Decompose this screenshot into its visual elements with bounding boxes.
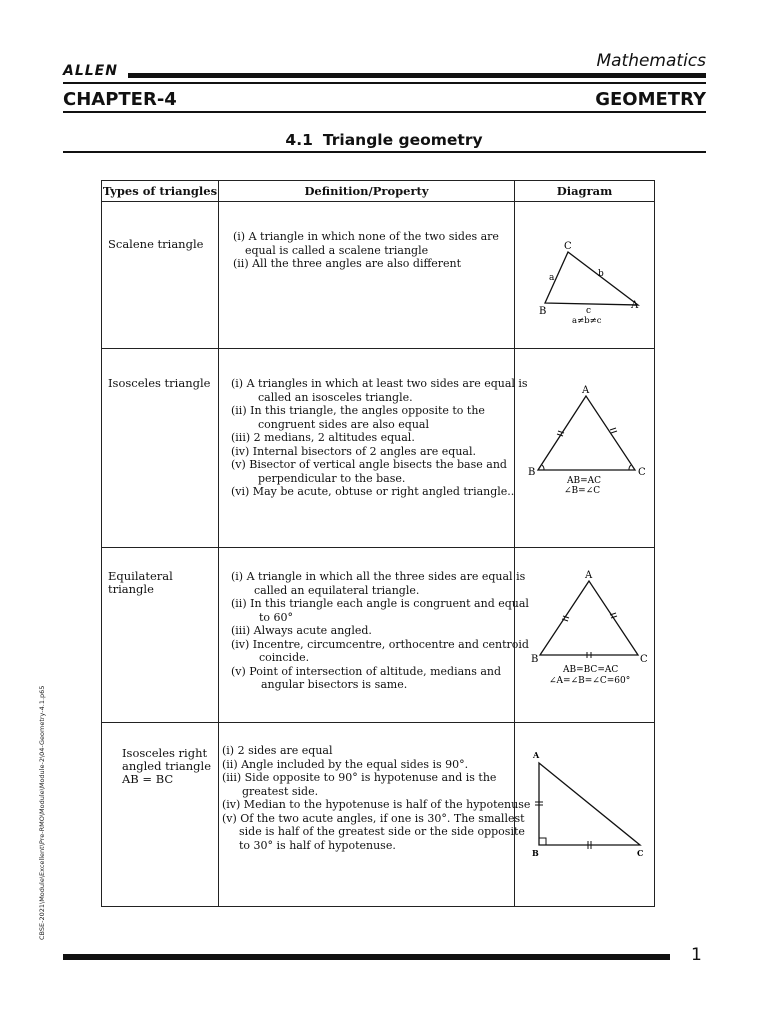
diagram-cell xyxy=(515,723,655,907)
type-line: Isosceles triangle xyxy=(108,376,211,390)
property-cell xyxy=(219,349,528,548)
side-label: b xyxy=(598,269,604,279)
vertex-label: A xyxy=(582,385,590,396)
property-line: (iii) Side opposite to 90° is hypotenuse and is the xyxy=(222,771,497,784)
table-row xyxy=(102,548,655,723)
vertex-label: B xyxy=(531,654,539,665)
chapter-rule xyxy=(63,111,706,113)
property-line: coincide. xyxy=(259,651,310,664)
table-header-row xyxy=(102,181,655,202)
vertex-label: B xyxy=(532,848,539,858)
isosceles-triangle-diagram xyxy=(515,349,655,547)
type-line: AB = BC xyxy=(122,772,174,786)
property-line: (ii) In this triangle each angle is congruent and equal xyxy=(231,597,529,610)
type-line: Isosceles right xyxy=(122,746,208,760)
diagram-cell xyxy=(515,202,655,349)
section-heading xyxy=(0,131,768,149)
diagram-caption: ∠B=∠C xyxy=(564,486,601,496)
property-list xyxy=(222,744,530,852)
right-isosceles-triangle-diagram xyxy=(515,723,655,906)
equilateral-triangle-diagram xyxy=(515,548,655,722)
property-line: congruent sides are also equal xyxy=(258,417,429,431)
type-cell xyxy=(102,349,219,548)
property-line: equal is called a scalene triangle xyxy=(245,243,429,257)
page-number: 1 xyxy=(691,945,702,965)
column-header-types: Types of triangles xyxy=(102,181,219,202)
vertex-label: C xyxy=(637,848,644,858)
diagram-cell xyxy=(515,548,655,723)
diagram-caption: ∠A=∠B=∠C=60° xyxy=(549,676,631,686)
property-line: (iii) Always acute angled. xyxy=(231,624,372,637)
type-line: Equilateral triangle xyxy=(108,569,173,596)
property-line: (ii) Angle included by the equal sides is 90°. xyxy=(222,757,469,771)
property-line: called an equilateral triangle. xyxy=(254,583,420,597)
property-line: (v) Bisector of vertical angle bisects the base and xyxy=(231,458,507,471)
vertex-label: A xyxy=(631,300,639,311)
property-cell xyxy=(219,548,529,723)
property-line: to 30° is half of hypotenuse. xyxy=(239,838,396,852)
triangle-types-table xyxy=(101,180,655,907)
vertex-label: A xyxy=(585,570,593,581)
subject-title: Mathematics xyxy=(596,51,706,71)
property-line: angular bisectors is same. xyxy=(261,678,408,691)
diagram-caption: a≠b≠c xyxy=(572,316,602,326)
table-row xyxy=(102,723,655,907)
property-line: (v) Point of intersection of altitude, medians and xyxy=(231,664,502,678)
triangle-type-name xyxy=(108,238,203,251)
property-line: called an isosceles triangle. xyxy=(258,390,413,404)
table-row xyxy=(102,349,655,548)
topic-label: GEOMETRY xyxy=(595,89,706,110)
type-cell xyxy=(102,723,219,907)
type-line: Scalene triangle xyxy=(108,237,204,251)
property-line: (i) A triangles in which at least two sides are equal is xyxy=(231,377,528,390)
column-header-diagram: Diagram xyxy=(515,181,655,202)
triangle-type-name xyxy=(122,747,211,786)
diagram-cell xyxy=(515,349,655,548)
property-line: (iv) Median to the hypotenuse is half of the hypotenuse xyxy=(222,798,531,811)
property-line: (iii) 2 medians, 2 altitudes equal. xyxy=(231,431,415,444)
vertex-label: C xyxy=(640,654,648,665)
vertex-label: A xyxy=(533,750,540,760)
property-line: (vi) May be acute, obtuse or right angled triangle.. xyxy=(231,485,515,498)
diagram-caption: AB=AC xyxy=(567,476,602,486)
type-cell xyxy=(102,548,219,723)
property-list xyxy=(231,570,529,692)
property-line: (ii) All the three angles are also different xyxy=(233,257,462,270)
property-line: greatest side. xyxy=(242,784,319,798)
section-number: 4.1 xyxy=(285,131,313,149)
file-path-note: CBSE-2021\Module\Excellent\Pre-RMO\Module\Module-2\04-Geometry-4.1.p65 xyxy=(38,685,46,940)
section-rule xyxy=(63,151,706,153)
triangle-type-name xyxy=(108,377,210,390)
section-title: Triangle geometry xyxy=(322,131,483,149)
chapter-label: CHAPTER-4 xyxy=(63,89,177,110)
property-line: (iv) Internal bisectors of 2 angles are equal. xyxy=(231,444,476,458)
property-line: (iv) Incentre, circumcentre, orthocentre and centroid xyxy=(231,637,529,651)
header-rule-thick xyxy=(128,73,706,78)
property-list xyxy=(231,377,528,499)
property-line: perpendicular to the base. xyxy=(258,471,406,485)
property-line: (v) Of the two acute angles, if one is 30°. The smallest xyxy=(222,811,525,825)
side-label: c xyxy=(586,306,592,316)
property-line: (ii) In this triangle, the angles opposite to the xyxy=(231,404,485,417)
vertex-label: B xyxy=(539,306,547,317)
header-rule-thin xyxy=(63,82,706,84)
vertex-label: B xyxy=(528,467,536,478)
triangle-type-name xyxy=(108,570,218,596)
column-header-definition: Definition/Property xyxy=(219,181,515,202)
type-cell xyxy=(102,202,219,349)
property-line: to 60° xyxy=(259,610,294,624)
property-line: (i) A triangle in which none of the two sides are xyxy=(233,230,499,243)
property-line: (i) 2 sides are equal xyxy=(222,744,333,757)
property-line: side is half of the greatest side or the side opposite xyxy=(239,825,525,838)
diagram-caption: AB=BC=AC xyxy=(563,665,619,675)
vertex-label: C xyxy=(564,241,572,252)
table-row xyxy=(102,202,655,349)
side-label: a xyxy=(549,273,555,283)
footer-rule xyxy=(63,954,670,960)
scalene-triangle-diagram xyxy=(515,202,655,348)
property-cell xyxy=(219,202,515,349)
property-line: (i) A triangle in which all the three sides are equal is xyxy=(231,570,526,583)
property-list xyxy=(233,230,499,271)
type-line: angled triangle xyxy=(122,759,212,773)
vertex-label: C xyxy=(638,467,646,478)
brand-logo: ALLEN xyxy=(63,63,118,79)
property-cell xyxy=(219,723,531,907)
